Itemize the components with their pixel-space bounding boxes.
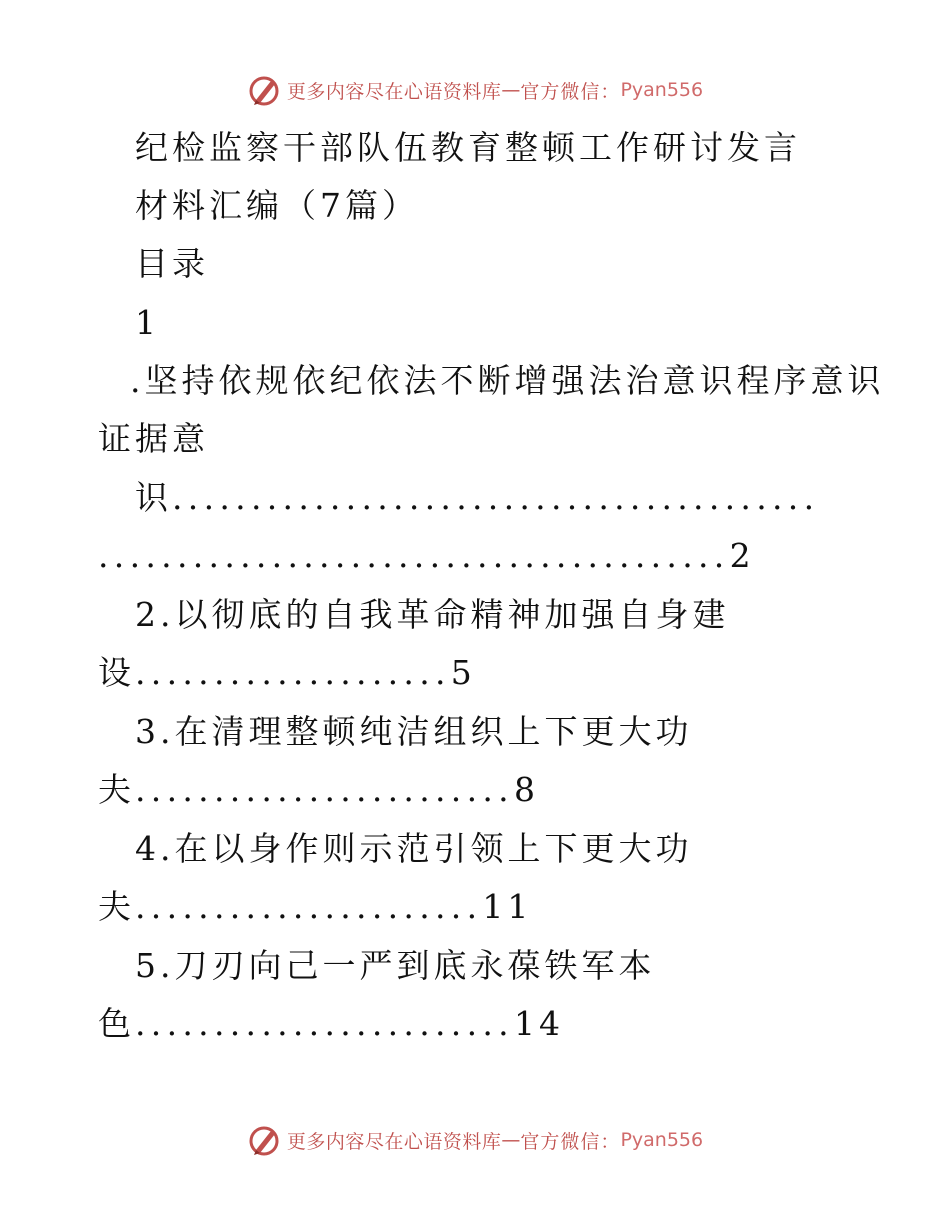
toc-item-4-number: 4. — [135, 829, 175, 868]
document-title-line-2: 材料汇编（7篇） — [135, 186, 419, 225]
toc-item-1-leader-dots: ......................................... — [172, 478, 820, 517]
toc-item-4[interactable] — [135, 829, 693, 869]
toc-item-4-leader-dots: ...................... — [135, 887, 483, 926]
watermark-separator: — — [501, 79, 521, 101]
document-title-line-1: 纪检监察干部队伍教育整顿工作研讨发言 — [135, 128, 801, 167]
toc-item-1-row[interactable] — [135, 478, 819, 518]
watermark-separator: — — [501, 1129, 521, 1151]
watermark-site-text: 更多内容尽在心语资料库 — [286, 80, 502, 103]
toc-item-5[interactable] — [135, 946, 656, 986]
toc-item-3[interactable] — [135, 712, 693, 752]
top-watermark — [0, 70, 950, 110]
toc-item-3-text-end: 夫 — [98, 770, 135, 809]
toc-item-4-text-end: 夫 — [98, 887, 135, 926]
toc-item-3-page: 8 — [513, 770, 539, 809]
toc-item-2-text: 以彻底的自我革命精神加强自身建 — [174, 595, 730, 634]
toc-item-3-leader-dots: ........................ — [135, 770, 514, 809]
toc-item-3-text: 在清理整顿纯洁组织上下更大功 — [174, 712, 693, 751]
pen-logo-icon — [247, 73, 281, 107]
toc-item-2-number: 2. — [135, 595, 175, 634]
watermark-wechat-id: Pyan556 — [620, 79, 704, 101]
toc-heading: 目录 — [135, 244, 209, 283]
toc-item-4-text: 在以身作则示范引领上下更大功 — [174, 829, 693, 868]
toc-item-2-row[interactable] — [98, 653, 476, 693]
toc-item-4-page: 11 — [482, 887, 533, 926]
toc-item-1-page: 2 — [729, 536, 755, 575]
toc-item-1-text-cont[interactable]: 证据意 — [98, 419, 209, 458]
toc-item-1-text-end: 识 — [135, 478, 172, 517]
toc-item-4-row[interactable] — [98, 887, 532, 927]
toc-item-3-number: 3. — [135, 712, 175, 751]
watermark-wechat-label: 官方微信： — [520, 1130, 621, 1153]
toc-item-5-page: 14 — [513, 1004, 564, 1043]
toc-item-2-text-end: 设 — [98, 653, 135, 692]
toc-item-5-text-end: 色 — [98, 1004, 135, 1043]
toc-item-5-text: 刀刃向己一严到底永葆铁军本 — [174, 946, 656, 985]
toc-item-1-leader-dots-cont: ........................................ — [98, 536, 730, 575]
toc-item-2-leader-dots: .................... — [135, 653, 451, 692]
toc-item-1-number: 1 — [135, 303, 160, 342]
watermark-wechat-label: 官方微信： — [520, 80, 621, 103]
toc-item-2[interactable] — [135, 595, 730, 635]
toc-item-5-leader-dots: ........................ — [135, 1004, 514, 1043]
toc-item-1-text[interactable]: .坚持依规依纪依法不断增强法治意识程序意识 — [130, 361, 885, 400]
watermark-site-text: 更多内容尽在心语资料库 — [286, 1130, 502, 1153]
toc-item-5-number: 5. — [135, 946, 175, 985]
bottom-watermark — [0, 1120, 950, 1160]
toc-item-3-row[interactable] — [98, 770, 539, 810]
toc-item-2-page: 5 — [450, 653, 476, 692]
watermark-wechat-id: Pyan556 — [620, 1129, 704, 1151]
toc-item-5-row[interactable] — [98, 1004, 564, 1044]
toc-item-1-row-cont[interactable] — [98, 536, 755, 576]
pen-logo-icon — [247, 1123, 281, 1157]
